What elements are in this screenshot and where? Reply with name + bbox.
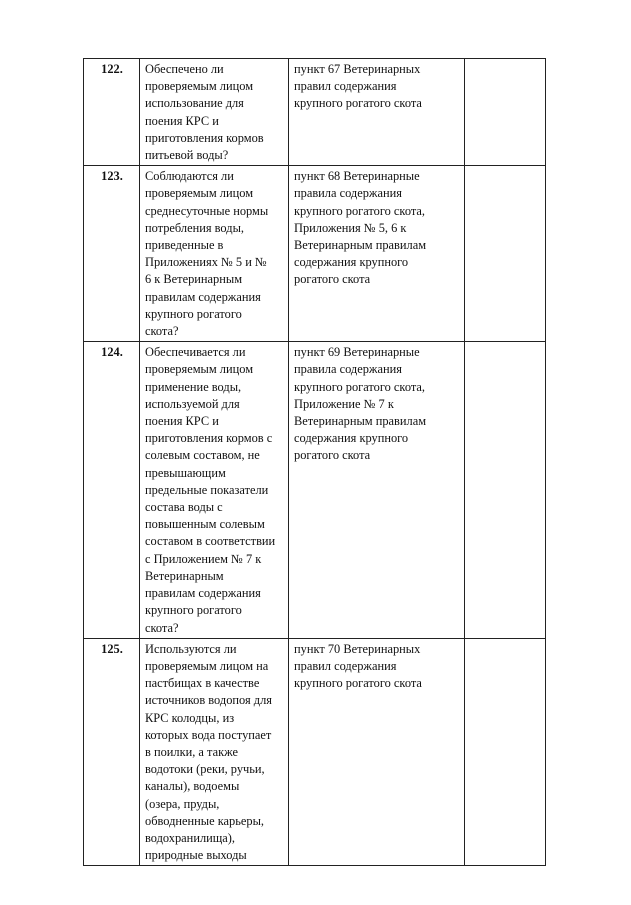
reference-cell xyxy=(289,59,465,166)
question-line: солевым составом, не xyxy=(145,448,260,463)
reference-line: пункт 70 Ветеринарных xyxy=(294,641,421,656)
reference-line: крупного рогатого скота xyxy=(294,96,422,111)
reference-line: правила содержания xyxy=(294,362,402,377)
answer-cell[interactable] xyxy=(465,59,546,166)
reference-line: правил содержания xyxy=(294,658,397,673)
question-cell xyxy=(140,59,289,166)
reference-cell xyxy=(289,342,465,638)
reference-line: пункт 67 Ветеринарных xyxy=(294,62,421,76)
reference-line: Ветеринарным правилам xyxy=(294,238,427,253)
question-line: с Приложением № 7 к xyxy=(145,551,262,566)
reference-line: Ветеринарным правилам xyxy=(294,414,427,429)
question-line: водотоки (реки, ручьи, xyxy=(145,762,265,777)
answer-cell[interactable] xyxy=(465,342,546,638)
question-line: пастбищах в качестве xyxy=(145,676,260,691)
question-line: скота? xyxy=(145,620,179,635)
question-line: поения КРС и xyxy=(145,414,219,429)
question-line: в поилки, а также xyxy=(145,744,239,759)
reference-cell xyxy=(289,638,465,866)
question-line: приготовления кормов с xyxy=(145,431,273,446)
answer-cell[interactable] xyxy=(465,166,546,342)
question-line: крупного рогатого xyxy=(145,306,242,321)
reference-cell xyxy=(289,166,465,342)
reference-line: пункт 68 Ветеринарные xyxy=(294,169,420,184)
question-line: каналы), водоемы xyxy=(145,779,240,794)
question-line: правилам содержания xyxy=(145,586,261,601)
question-line: 6 к Ветеринарным xyxy=(145,272,243,287)
question-line: Используются ли xyxy=(145,641,237,656)
question-line: Обеспечено ли xyxy=(145,62,224,76)
question-line: правилам содержания xyxy=(145,289,261,304)
table-row xyxy=(84,342,546,638)
question-line: применение воды, xyxy=(145,379,242,394)
question-line: Обеспечивается ли xyxy=(145,345,246,360)
row-number: 123. xyxy=(84,166,140,342)
reference-line: правила содержания xyxy=(294,186,402,201)
checklist-table xyxy=(83,58,546,866)
question-cell xyxy=(140,342,289,638)
question-line: потребления воды, xyxy=(145,220,244,235)
question-line: превышающим xyxy=(145,465,226,480)
table-row xyxy=(84,59,546,166)
question-line: состава воды с xyxy=(145,500,223,515)
question-line: скота? xyxy=(145,324,179,339)
question-line: приготовления кормов xyxy=(145,130,264,145)
question-line: Соблюдаются ли xyxy=(145,169,234,184)
reference-line: Приложение № 7 к xyxy=(294,396,394,411)
reference-line: пункт 69 Ветеринарные xyxy=(294,345,420,360)
row-number: 125. xyxy=(84,638,140,866)
question-line: водохранилища), xyxy=(145,830,236,845)
question-line: обводненные карьеры, xyxy=(145,813,265,828)
question-cell xyxy=(140,166,289,342)
reference-line: рогатого скота xyxy=(294,448,371,463)
question-line: предельные показатели xyxy=(145,482,269,497)
reference-line: содержания крупного xyxy=(294,255,409,270)
question-line: проверяемым лицом на xyxy=(145,658,269,673)
question-line: использование для xyxy=(145,96,244,111)
question-line: Ветеринарным xyxy=(145,568,224,583)
question-line: КРС колодцы, из xyxy=(145,710,235,725)
question-line: природные выходы xyxy=(145,848,247,863)
question-line: используемой для xyxy=(145,396,240,411)
question-line: проверяемым лицом xyxy=(145,79,254,94)
table-row xyxy=(84,638,546,866)
question-line: поения КРС и xyxy=(145,113,219,128)
question-line: проверяемым лицом xyxy=(145,362,254,377)
table-row xyxy=(84,166,546,342)
question-line: (озера, пруды, xyxy=(145,796,220,811)
question-cell xyxy=(140,638,289,866)
reference-line: правил содержания xyxy=(294,79,397,94)
question-line: приведенные в xyxy=(145,238,224,253)
row-number: 122. xyxy=(84,59,140,166)
reference-line: содержания крупного xyxy=(294,431,409,446)
question-line: составом в соответствии xyxy=(145,534,276,549)
question-line: проверяемым лицом xyxy=(145,186,254,201)
question-line: крупного рогатого xyxy=(145,603,242,618)
question-line: источников водопоя для xyxy=(145,693,272,708)
reference-line: крупного рогатого скота, xyxy=(294,379,426,394)
row-number: 124. xyxy=(84,342,140,638)
reference-line: Приложения № 5, 6 к xyxy=(294,220,407,235)
reference-line: рогатого скота xyxy=(294,272,371,287)
question-line: питьевой воды? xyxy=(145,148,229,163)
question-line: среднесуточные нормы xyxy=(145,203,269,218)
reference-line: крупного рогатого скота xyxy=(294,676,422,691)
question-line: которых вода поступает xyxy=(145,727,272,742)
question-line: Приложениях № 5 и № xyxy=(145,255,267,270)
reference-line: крупного рогатого скота, xyxy=(294,203,426,218)
answer-cell[interactable] xyxy=(465,638,546,866)
question-line: повышенным солевым xyxy=(145,517,265,532)
